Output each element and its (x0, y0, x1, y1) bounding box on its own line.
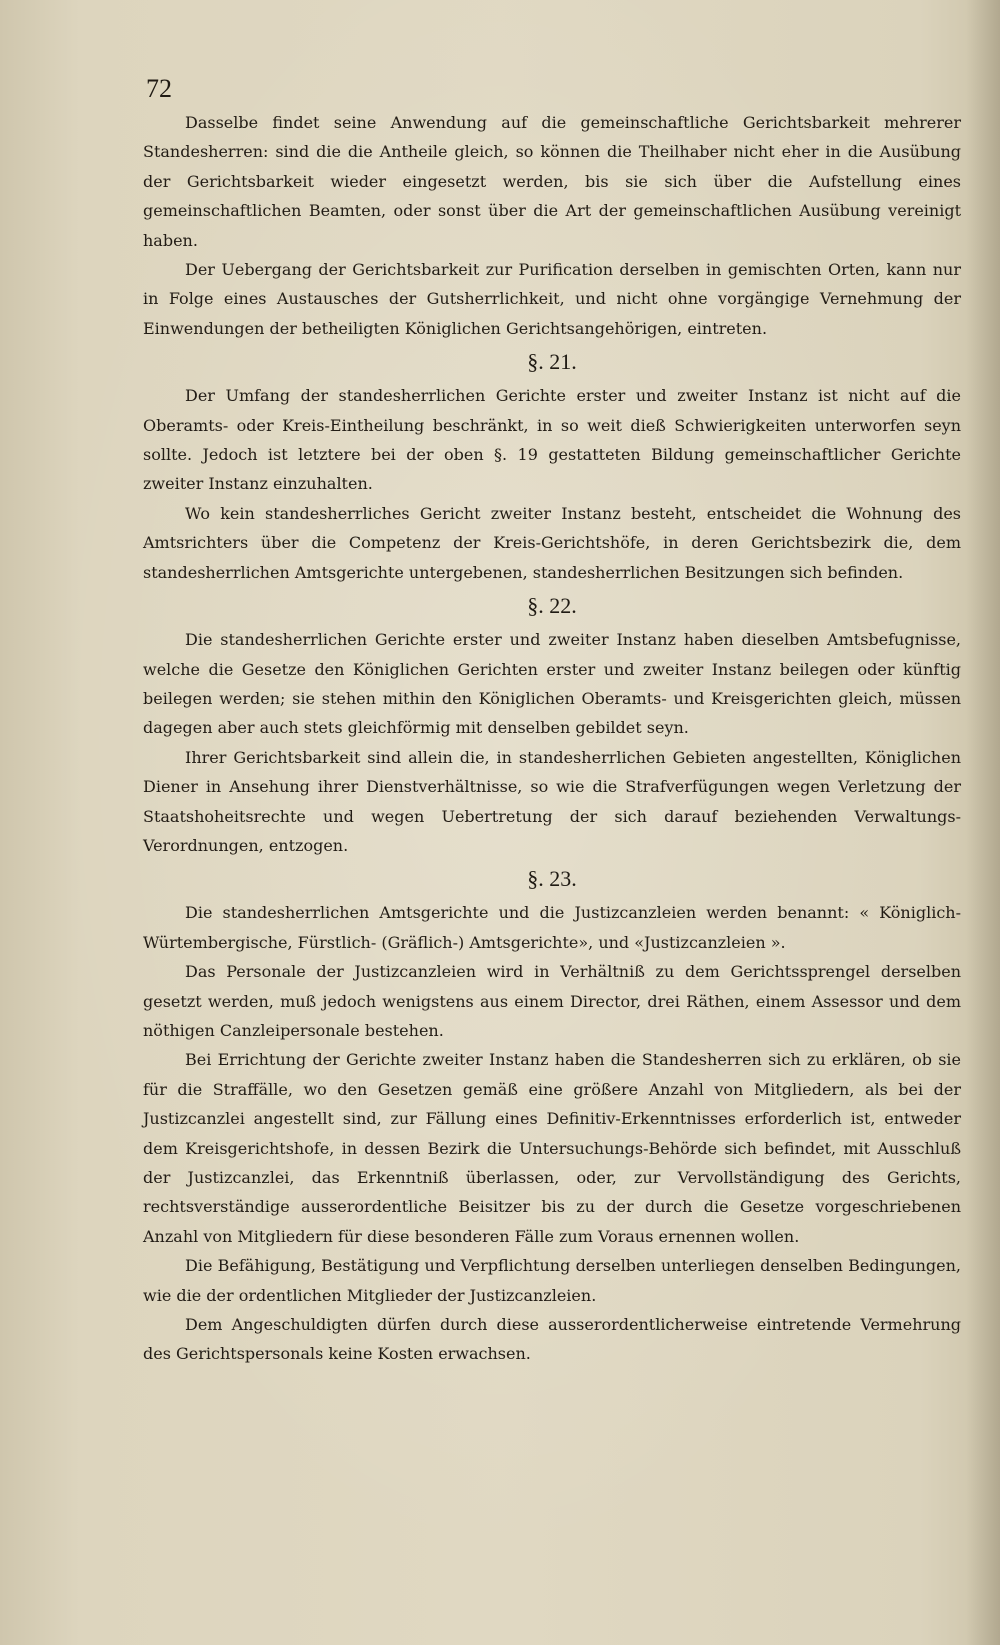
page-body (143, 108, 961, 1369)
paragraph: Dasselbe findet seine Anwendung auf die gemeinschaftliche Gerichtsbarkeit mehrerer Standesherren: sind die die Antheile gleich, so können die Theilhaber nicht eher in die Ausübung der Gerichtsbarkeit wieder eingesetzt werden, bis sie sich über die Aufstellung eines gemeinschaftlichen Beamten, oder sonst über die Art der gemeinschaftlichen Ausübung vereinigt haben. (143, 113, 961, 250)
section-heading: §. 21. (527, 349, 577, 375)
section-heading: §. 23. (527, 866, 577, 892)
paragraph: Dem Angeschuldigten dürfen durch diese ausserordentlicherweise eintretende Vermehrung des Gerichtspersonals keine Kosten erwachsen. (143, 1315, 961, 1364)
page-edge-shadow (966, 0, 1000, 1645)
paragraph: Die Befähigung, Bestätigung und Verpflichtung derselben unterliegen denselben Bedingungen, wie die der ordentlichen Mitglieder der Justizcanzleien. (143, 1256, 961, 1305)
paragraph: Die standesherrlichen Amtsgerichte und die Justizcanzleien werden benannt: « Königlich-Würtembergische, Fürstlich- (Gräflich-) Amtsgerichte», und «Justizcanzleien ». (143, 903, 961, 952)
paragraph: Bei Errichtung der Gerichte zweiter Instanz haben die Standesherren sich zu erklären, ob sie für die Straffälle, wo den Gesetzen gemäß eine größere Anzahl von Mitgliedern, als bei der Justizcanzlei angestellt sind, zur Fällung eines Definitiv-Erkenntnisses erforderlich ist, entweder dem Kreisgerichtshofe, in dessen Bezirk die Untersuchungs-Behörde sich befindet, mit Ausschluß der Justizcanzlei, das Erkenntniß überlassen, oder, zur Vervollständigung des Gerichts, rechtsverständige ausserordentliche Beisitzer bis zu der durch die Gesetze vorgeschriebenen Anzahl von Mitgliedern für diese besonderen Fälle zum Voraus ernennen wollen. (143, 1050, 961, 1246)
section-heading: §. 22. (527, 593, 577, 619)
paragraph: Wo kein standesherrliches Gericht zweiter Instanz besteht, entscheidet die Wohnung des Amtsrichters über die Competenz der Kreis-Gerichtshöfe, in deren Gerichtsbezirk die, dem standesherrlichen Amtsgerichte untergebenen, standesherrlichen Besitzungen sich befinden. (143, 503, 961, 582)
paragraph: Der Uebergang der Gerichtsbarkeit zur Purification derselben in gemischten Orten, kann nur in Folge eines Austausches der Gutsherrlichkeit, und nicht ohne vorgängige Vernehmung der Einwendungen der betheiligten Königlichen Gerichtsangehörigen, eintreten. (143, 260, 961, 338)
paragraph: Der Umfang der standesherrlichen Gerichte erster und zweiter Instanz ist nicht auf die Oberamts- oder Kreis-Eintheilung beschränkt, in so weit dieß Schwierigkeiten unterworfen seyn sollte. Jedoch ist letztere bei der oben §. 19 gestatteten Bildung gemeinschaftlicher Gerichte zweiter Instanz einzuhalten. (143, 386, 961, 494)
page-number: 72 (146, 74, 172, 103)
paragraph: Das Personale der Justizcanzleien wird in Verhältniß zu dem Gerichtssprengel derselben gesetzt werden, muß jedoch wenigstens aus einem Director, drei Räthen, einem Assessor und dem nöthigen Canzleipersonale bestehen. (143, 962, 961, 1040)
paragraph: Ihrer Gerichtsbarkeit sind allein die, in standesherrlichen Gebieten angestellten, Königlichen Diener in Ansehung ihrer Dienstverhältnisse, so wie die Strafverfügungen wegen Verletzung der Staatshoheitsrechte und wegen Uebertretung der sich darauf beziehenden Verwaltungs-Verordnungen, entzogen. (143, 747, 961, 855)
paragraph: Die standesherrlichen Gerichte erster und zweiter Instanz haben dieselben Amtsbefugnisse, welche die Gesetze den Königlichen Gerichten erster und zweiter Instanz beilegen oder künftig beilegen werden; sie stehen mithin den Königlichen Oberamts- und Kreisgerichten gleich, müssen dagegen aber auch stets gleichförmig mit denselben gebildet seyn. (143, 630, 961, 738)
